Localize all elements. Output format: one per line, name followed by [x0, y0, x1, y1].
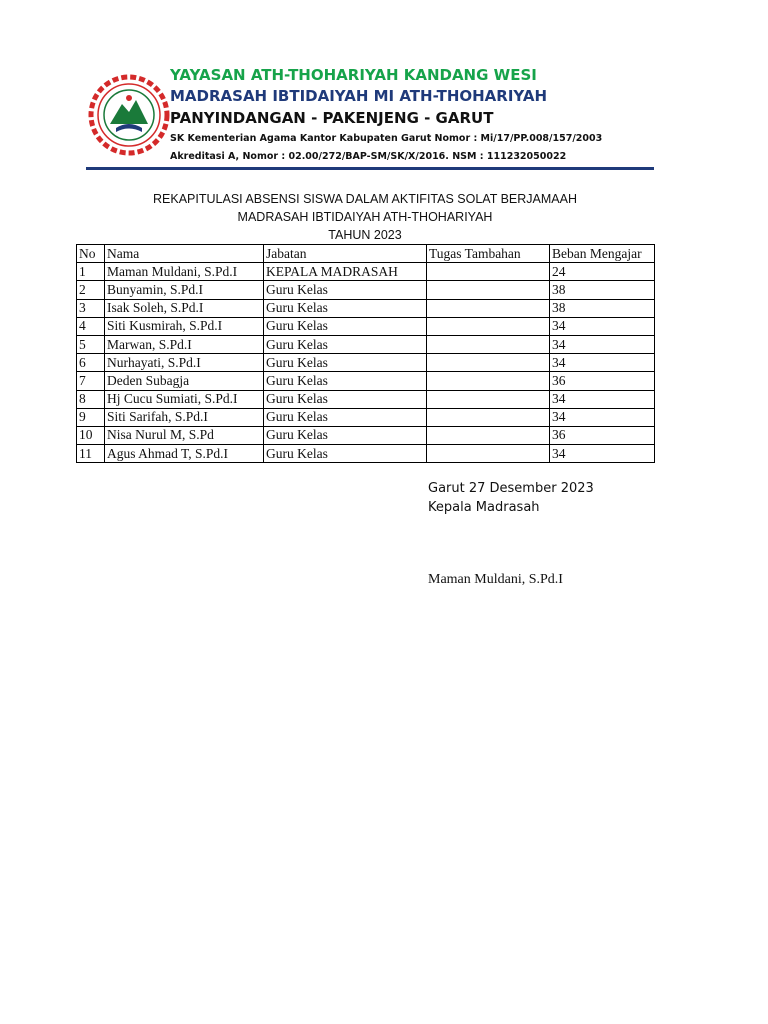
table-cell: [427, 372, 550, 390]
table-cell: 34: [550, 445, 655, 463]
table-row: [77, 263, 655, 281]
table-cell: Guru Kelas: [264, 372, 427, 390]
table-cell: [427, 445, 550, 463]
signature-place-date: Garut 27 Desember 2023: [428, 481, 594, 496]
table-header-row: [77, 245, 655, 263]
table-cell: Guru Kelas: [264, 281, 427, 299]
table-cell: Deden Subagja: [105, 372, 264, 390]
table-cell: Agus Ahmad T, S.Pd.I: [105, 445, 264, 463]
table-cell: 5: [77, 335, 105, 353]
table-cell: 38: [550, 281, 655, 299]
table-cell: 9: [77, 408, 105, 426]
table-cell: Isak Soleh, S.Pd.I: [105, 299, 264, 317]
table-cell: 24: [550, 263, 655, 281]
table-cell: 11: [77, 445, 105, 463]
table-cell: KEPALA MADRASAH: [264, 263, 427, 281]
staff-table: [76, 244, 655, 463]
table-cell: [427, 263, 550, 281]
table-cell: 34: [550, 354, 655, 372]
table-cell: Siti Sarifah, S.Pd.I: [105, 408, 264, 426]
table-row: [77, 317, 655, 335]
table-cell: Nurhayati, S.Pd.I: [105, 354, 264, 372]
table-cell: 6: [77, 354, 105, 372]
table-row: [77, 390, 655, 408]
table-cell: [427, 317, 550, 335]
table-cell: 34: [550, 390, 655, 408]
school-name: MADRASAH IBTIDAIYAH MI ATH-THOHARIYAH: [170, 87, 548, 105]
decree-number: SK Kementerian Agama Kantor Kabupaten Garut Nomor : Mi/17/PP.008/157/2003: [170, 133, 603, 144]
table-cell: Hj Cucu Sumiati, S.Pd.I: [105, 390, 264, 408]
report-year: TAHUN 2023: [328, 228, 402, 242]
table-cell: Guru Kelas: [264, 317, 427, 335]
table-cell: 10: [77, 426, 105, 444]
table-cell: 4: [77, 317, 105, 335]
table-cell: 1: [77, 263, 105, 281]
column-header: Tugas Tambahan: [427, 245, 550, 263]
table-cell: [427, 390, 550, 408]
table-cell: 36: [550, 372, 655, 390]
table-cell: Bunyamin, S.Pd.I: [105, 281, 264, 299]
table-cell: 34: [550, 317, 655, 335]
table-cell: 2: [77, 281, 105, 299]
table-cell: Guru Kelas: [264, 426, 427, 444]
table-cell: [427, 299, 550, 317]
report-title: REKAPITULASI ABSENSI SISWA DALAM AKTIFITAS SOLAT BERJAMAAH: [153, 192, 577, 206]
column-header: No: [77, 245, 105, 263]
table-cell: Guru Kelas: [264, 354, 427, 372]
table-row: [77, 408, 655, 426]
table-cell: Guru Kelas: [264, 445, 427, 463]
table-cell: 36: [550, 426, 655, 444]
table-cell: 7: [77, 372, 105, 390]
table-row: [77, 445, 655, 463]
school-logo: [88, 70, 170, 160]
table-cell: Siti Kusmirah, S.Pd.I: [105, 317, 264, 335]
table-cell: [427, 426, 550, 444]
column-header: Nama: [105, 245, 264, 263]
column-header: Beban Mengajar: [550, 245, 655, 263]
signature-name: Maman Muldani, S.Pd.I: [428, 572, 563, 587]
header-divider: [86, 167, 654, 170]
signature-role: Kepala Madrasah: [428, 500, 540, 515]
table-cell: 3: [77, 299, 105, 317]
table-cell: 8: [77, 390, 105, 408]
table-cell: Maman Muldani, S.Pd.I: [105, 263, 264, 281]
table-cell: Guru Kelas: [264, 390, 427, 408]
table-row: [77, 299, 655, 317]
table-row: [77, 426, 655, 444]
column-header: Jabatan: [264, 245, 427, 263]
table-row: [77, 335, 655, 353]
accreditation-number: Akreditasi A, Nomor : 02.00/272/BAP-SM/SK/X/2016. NSM : 111232050022: [170, 151, 567, 162]
table-cell: Guru Kelas: [264, 299, 427, 317]
table-cell: Marwan, S.Pd.I: [105, 335, 264, 353]
table-cell: [427, 408, 550, 426]
report-subtitle: MADRASAH IBTIDAIYAH ATH-THOHARIYAH: [237, 210, 493, 224]
table-row: [77, 281, 655, 299]
table-cell: Nisa Nurul M, S.Pd: [105, 426, 264, 444]
table-cell: [427, 281, 550, 299]
table-row: [77, 372, 655, 390]
table-cell: 34: [550, 335, 655, 353]
table-cell: [427, 354, 550, 372]
foundation-name: YAYASAN ATH-THOHARIYAH KANDANG WESI: [170, 66, 537, 84]
table-cell: 38: [550, 299, 655, 317]
table-cell: [427, 335, 550, 353]
table-cell: Guru Kelas: [264, 335, 427, 353]
table-row: [77, 354, 655, 372]
table-cell: 34: [550, 408, 655, 426]
star-icon: [126, 95, 132, 101]
table-cell: Guru Kelas: [264, 408, 427, 426]
school-address: PANYINDANGAN - PAKENJENG - GARUT: [170, 109, 494, 127]
